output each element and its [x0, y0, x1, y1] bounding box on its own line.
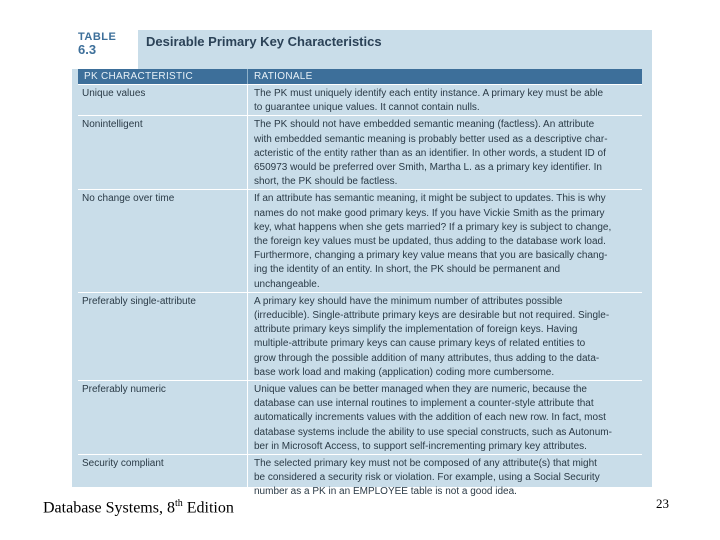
- pk-characteristic: Preferably numeric: [82, 384, 166, 396]
- primary-key-table: [72, 30, 652, 498]
- pk-rationale: If an attribute has semantic meaning, it might be subject to updates. This is why names do not make good primary keys. If you have Vickie Smith as the primary key, what happens when she gets married? If a primary key is subject to change, the foreign key values must be updated, thus adding to the database work load. Furthermore, changing a primary key value means that you are basically chang- ing the identity of an entity. In short, the PK should be permanent and unchangeable.: [247, 190, 642, 291]
- table-row: [78, 454, 642, 500]
- pk-characteristic: Security compliant: [82, 458, 164, 470]
- table-body: [78, 84, 642, 500]
- pk-characteristic: No change over time: [82, 193, 175, 205]
- column-header-characteristic: PK CHARACTERISTIC: [78, 69, 247, 84]
- table-label: [72, 30, 138, 69]
- column-header-rationale: RATIONALE: [247, 69, 642, 84]
- table-row: [78, 115, 642, 189]
- pk-characteristic: Nonintelligent: [82, 119, 143, 131]
- table-title: Desirable Primary Key Characteristics: [138, 30, 652, 69]
- book-title-suffix: Edition: [182, 499, 234, 517]
- table-header: [72, 30, 652, 69]
- table-row: [78, 189, 642, 291]
- book-title-ordinal: th: [174, 498, 183, 509]
- pk-rationale: Unique values can be better managed when they are numeric, because the database can use internal routines to implement a counter-style attribute that automatically increments values with the addition of each new row. In fact, most database systems include the ability to use special constructs, such as Autonum- ber in Microsoft Access, to support self-incrementing primary key attributes.: [247, 381, 642, 454]
- pk-rationale: The PK should not have embedded semantic meaning (factless). An attribute with embedded semantic meaning is probably better used as a descriptive char- acteristic of the entity rather than as an identifier. In other words, a student ID of 650973 would be preferred over Smith, Martha L. as a primary key identifier. In short, the PK should be factless.: [247, 116, 642, 189]
- table-row: [78, 292, 642, 380]
- pk-characteristic: Unique values: [82, 88, 146, 99]
- pk-rationale: The selected primary key must not be composed of any attribute(s) that might be considered a security risk or violation. For example, using a Social Security number as a PK in an EMPLOYEE table is not a good idea.: [247, 455, 642, 500]
- table-label-number: 6.3: [78, 42, 97, 57]
- book-title-prefix: Database Systems, 8: [43, 499, 175, 517]
- book-title: [43, 498, 234, 517]
- pk-rationale: A primary key should have the minimum number of attributes possible (irreducible). Single-attribute primary keys are desirable but not required. Single- attribute primary keys simplify the implementation of foreign keys. Having multiple-attribute primary keys can cause primary keys of related entities to grow through the possible addition of many attributes, thus adding to the data- base work load and making (application) coding more cumbersome.: [247, 293, 642, 380]
- pk-characteristic: Preferably single-attribute: [82, 295, 196, 307]
- table-label-word: TABLE: [78, 31, 117, 43]
- page-number: 23: [656, 496, 669, 511]
- pk-rationale: The PK must uniquely identify each entity instance. A primary key must be able to guarantee unique values. It cannot contain nulls.: [247, 85, 642, 115]
- table-row: [78, 84, 642, 115]
- table-row: [78, 380, 642, 454]
